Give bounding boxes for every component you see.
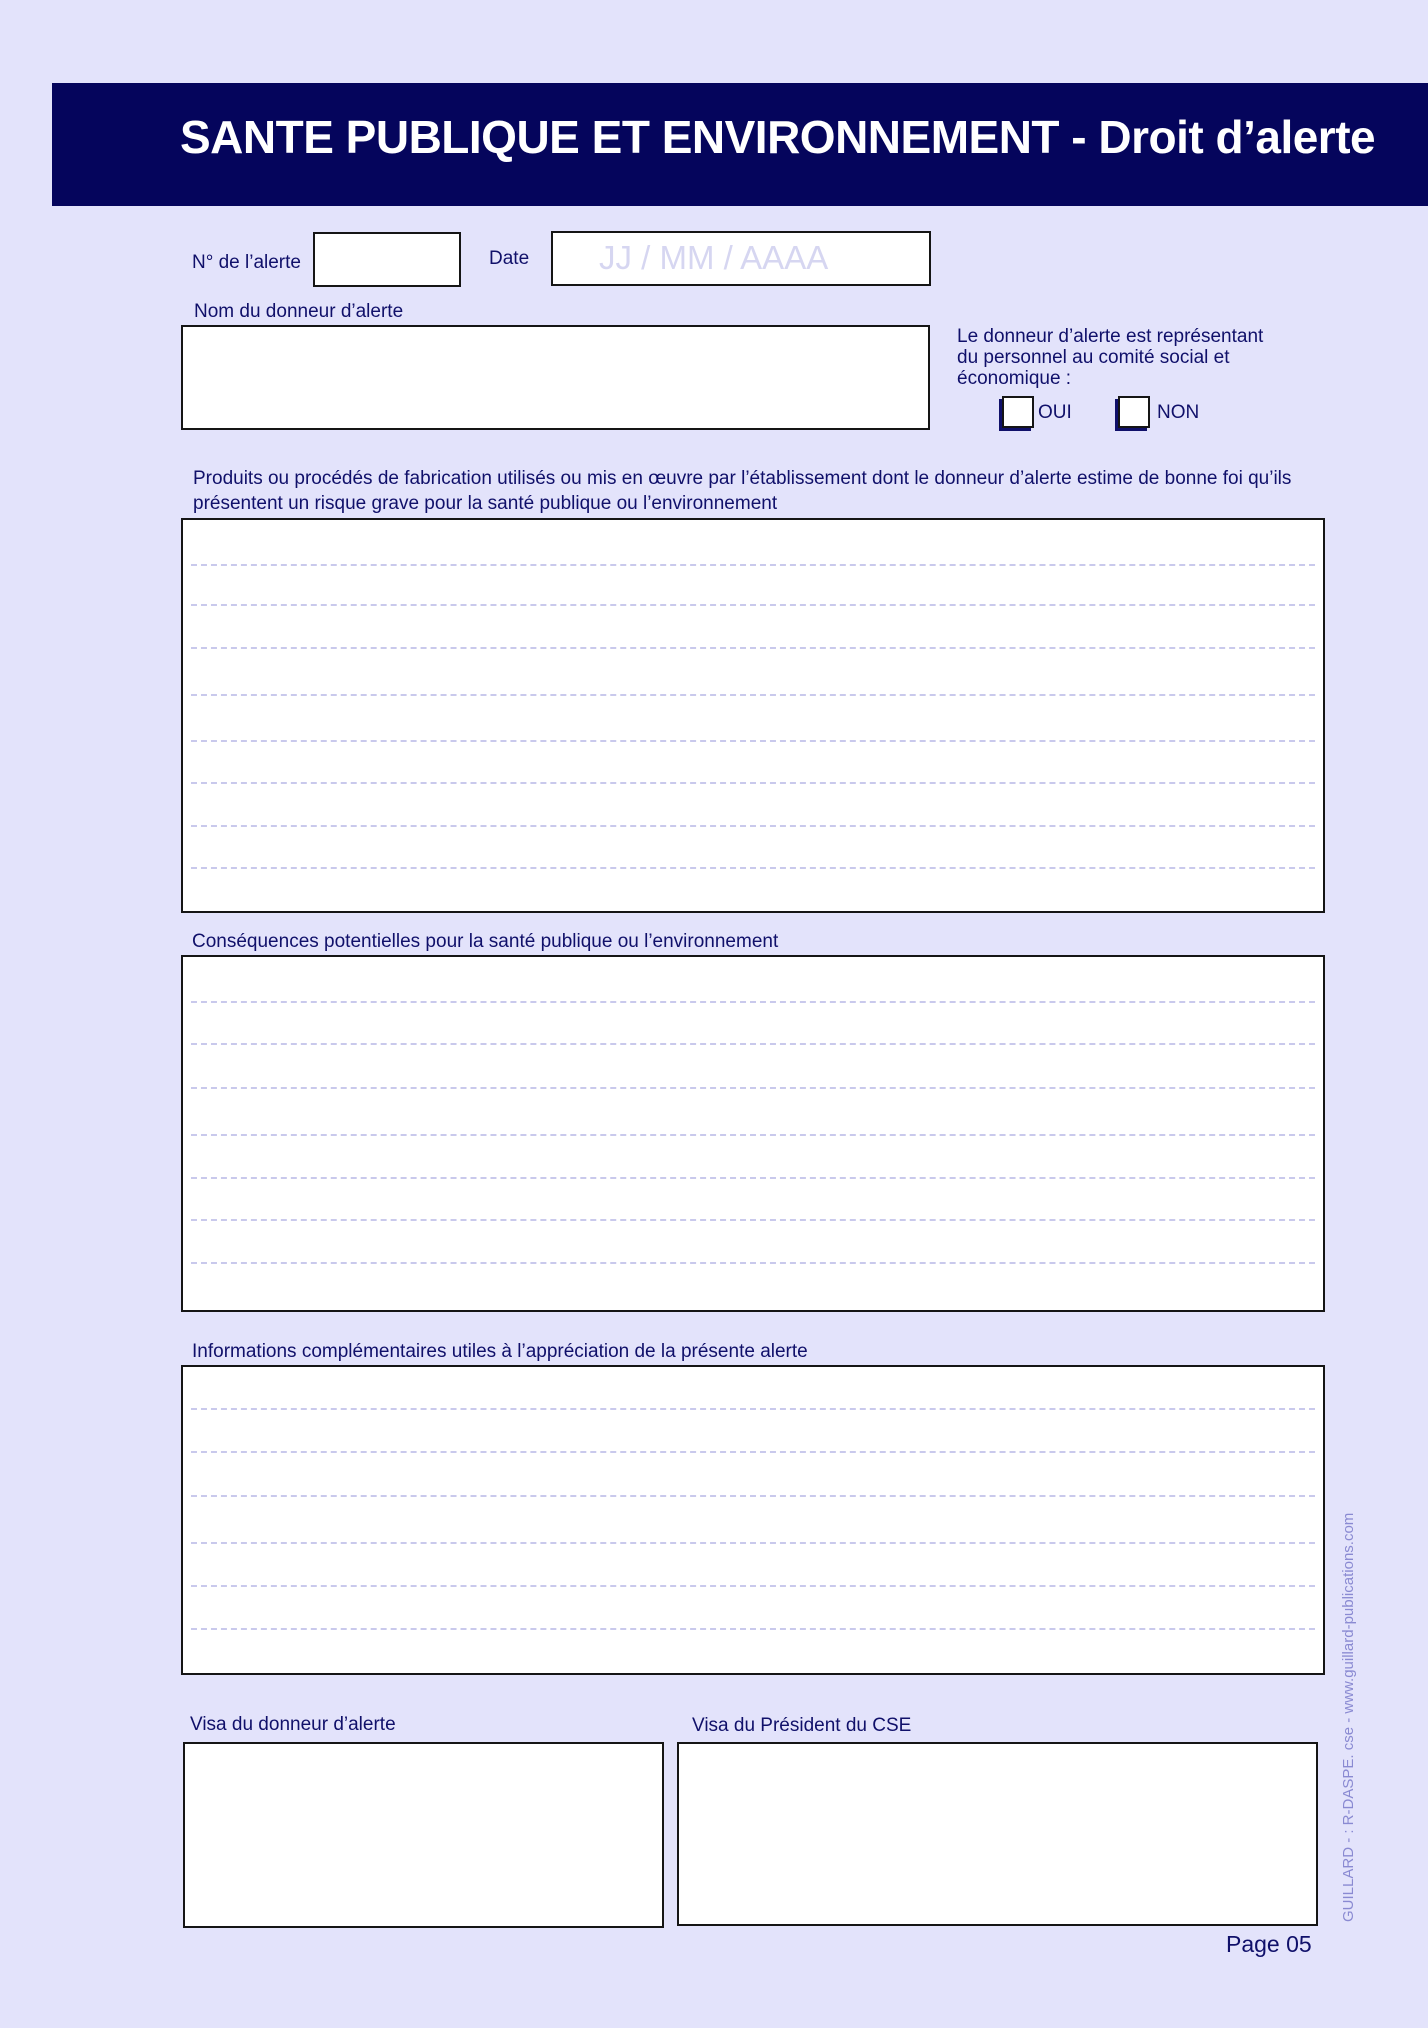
ruled-line <box>191 1451 1315 1453</box>
donor-name-field[interactable] <box>181 325 930 430</box>
date-label: Date <box>489 248 530 269</box>
ruled-line <box>191 1408 1315 1410</box>
ruled-line <box>191 694 1315 696</box>
products-label-line-1: Produits ou procédés de fabrication utilisés ou mis en œuvre par l’établissement dont le donneur d’alerte estime de bonne foi qu’ils <box>193 468 1292 489</box>
ruled-line <box>191 604 1315 606</box>
ruled-line <box>191 782 1315 784</box>
ruled-line <box>191 1001 1315 1003</box>
ruled-line <box>191 825 1315 827</box>
representative-question-line-3: économique : <box>957 368 1072 389</box>
alert-number-label: N° de l’alerte <box>192 252 301 273</box>
representative-question-line-2: du personnel au comité social et <box>957 347 1230 368</box>
alert-number-field[interactable] <box>313 232 461 287</box>
info-textarea[interactable] <box>181 1365 1325 1675</box>
ruled-line <box>191 1585 1315 1587</box>
ruled-line <box>191 1628 1315 1630</box>
date-placeholder: JJ / MM / AAAA <box>599 239 829 276</box>
ruled-line <box>191 647 1315 649</box>
ruled-line <box>191 1262 1315 1264</box>
page-number: Page 05 <box>1226 1931 1312 1957</box>
ruled-line <box>191 1177 1315 1179</box>
ruled-line <box>191 1134 1315 1136</box>
ruled-line <box>191 740 1315 742</box>
ruled-line <box>191 1087 1315 1089</box>
ruled-line <box>191 1219 1315 1221</box>
date-field[interactable] <box>551 231 931 286</box>
ruled-line <box>191 1495 1315 1497</box>
visa-donor-label: Visa du donneur d’alerte <box>190 1714 396 1735</box>
ruled-line <box>191 564 1315 566</box>
products-label-line-2: présentent un risque grave pour la santé publique ou l’environnement <box>193 493 778 514</box>
representative-question-line-1: Le donneur d’alerte est représentant <box>957 326 1264 347</box>
ruled-line <box>191 1542 1315 1544</box>
info-label: Informations complémentaires utiles à l’appréciation de la présente alerte <box>192 1341 808 1362</box>
visa-donor-field[interactable] <box>183 1742 664 1928</box>
checkbox-oui[interactable] <box>1002 396 1034 428</box>
ruled-line <box>191 867 1315 869</box>
page-title: SANTE PUBLIQUE ET ENVIRONNEMENT - Droit d’alerte <box>180 111 1376 163</box>
consequences-label: Conséquences potentielles pour la santé publique ou l’environnement <box>192 931 779 952</box>
ruled-line <box>191 1043 1315 1045</box>
option-non-label: NON <box>1157 402 1200 423</box>
consequences-textarea[interactable] <box>181 955 1325 1312</box>
publisher-watermark: GUILLARD - : R-DASPE. cse - www.guillard-publications.com <box>1340 1512 1357 1922</box>
visa-president-label: Visa du Président du CSE <box>692 1715 912 1736</box>
donor-name-label: Nom du donneur d’alerte <box>194 301 404 322</box>
products-textarea[interactable] <box>181 518 1325 913</box>
option-oui-label: OUI <box>1038 402 1072 423</box>
visa-president-field[interactable] <box>677 1742 1318 1926</box>
checkbox-non[interactable] <box>1118 396 1150 428</box>
